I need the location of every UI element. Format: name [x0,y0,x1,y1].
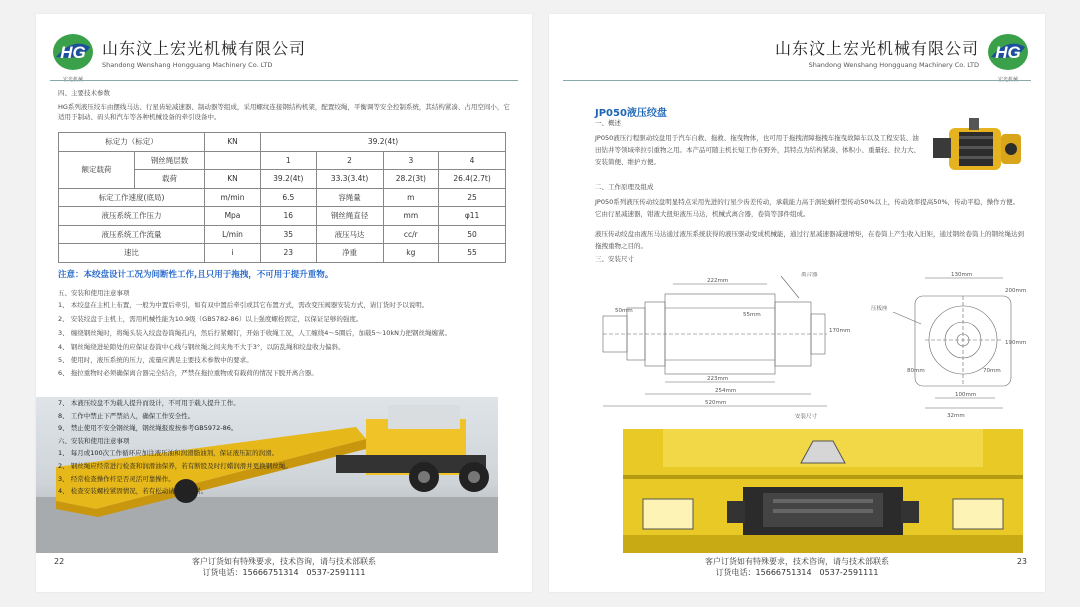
table-cell: L/min [205,225,261,244]
company-name-cn: 山东汶上宏光机械有限公司 [102,38,307,58]
list-item: 1、 每月或100次工作循环应加注液压油和润滑脂油剂，保证液压缸的润滑。 [58,449,279,458]
dim-label: 100mm [955,392,977,398]
table-cell: i [205,244,261,263]
company-name-en: Shandong Wenshang Hongguang Machinery Co. LTD [808,60,979,69]
header-divider [50,80,518,81]
table-cell: 4 [439,151,506,170]
footer-phone: 订货电话：15666751314 0537-2591111 [715,568,879,577]
callout-label: 安装尺寸 [795,414,818,420]
list-item: 2、 钢丝绳应经常进行检查和润滑油保养，若有断股及时打蜡润滑并更换钢丝绳。 [58,461,292,470]
footer-phone: 订货电话：15666751314 0537-2591111 [202,568,366,577]
footer-contact-note: 客户订货如有特殊要求，技术咨询，请与技术部联系 [192,557,376,566]
dim-label: 32mm [947,413,965,419]
table-row [59,133,506,152]
callout-label: 离合器 [801,272,818,278]
table-row [59,207,506,226]
table-cell: 6.5 [261,188,317,207]
table-cell: 3 [383,151,439,170]
callout-label: 压板座 [871,306,888,312]
table-cell: 28.2(3t) [383,170,439,189]
footer-contact-note: 客户订货如有特殊要求，技术咨询，请与技术部联系 [705,557,889,566]
table-row [59,151,506,170]
company-name [102,36,306,69]
right-page [549,14,1045,592]
company-logo [52,31,94,73]
table-cell [205,151,261,170]
list-item: 4、 检查安装螺栓紧固情况，若有松动请及时拧紧。 [58,487,208,496]
table-cell: 容绳量 [316,188,383,207]
company-name-cn: 山东汶上宏光机械有限公司 [774,38,979,58]
table-cell: 33.3(3.4t) [316,170,383,189]
dimension-drawing [595,272,1029,424]
page-number: 23 [1016,557,1027,566]
table-cell: 液压系统工作流量 [59,225,205,244]
list-item: 2、 安装绞盘于主机上，需用机械性能为10.9级（GB5782-86）以上强度螺栓固定，以保证足够的强度。 [58,315,363,323]
table-cell: 50 [439,225,506,244]
dim-label: 80mm [907,368,925,374]
table-cell: mm [383,207,439,226]
table-row [59,244,506,263]
table-cell: Mpa [205,207,261,226]
intro-paragraph: HG系列液压绞车由摆线马达、行星齿轮减速器、制动器等组成，采用螺纹连接钢结构机架，配置绞绳，平衡调等安全控制系统，其结构紧凑、占用空间小，它适用于制动、码头和汽车等各种机械设备的牵引设备中。 [58,103,510,121]
drive-paragraph: 液压传动绞盘由液压马达通过液压系统获得的液压驱动变成机械能，通过行星减速器减速增矩，在卷筒上产生收入旧矩，通过钢丝卷筒上的钢丝绳达到拖拽重物之目的。 [595,230,1024,250]
section-title: 四、主要技术参数 [58,89,110,97]
table-cell: 2 [316,151,383,170]
header-divider [563,80,1031,81]
company-name-en: Shandong Wenshang Hongguang Machinery Co. LTD [102,60,273,69]
table-cell: cc/r [383,225,439,244]
section-principle: 二、工作原理及组成 [595,183,654,191]
table-cell: 39.2(4t) [261,170,317,189]
dim-label: 70mm [983,368,1001,374]
overview-paragraph: JP050液压行程驱动绞盘用于汽车自救、拖救、拖曳物体，也可用于拖拽清障拖拽车拖曳故障车以及工程安装、油田钻井等领域牵拉引重物之用。本产品可随主机长短工作在野外，其特点为结构紧凑、体积小、重量轻、拉力大、安装简便、维护方便。 [595,134,920,166]
dim-label: 55mm [743,312,761,318]
section-dimensions: 三、安装尺寸 [595,255,634,263]
page-header [775,28,1029,76]
table-cell: 26.4(2.7t) [439,170,506,189]
table-cell: 16 [261,207,317,226]
maintenance-list [58,397,498,498]
table-cell: 25 [439,188,506,207]
table-cell: kg [383,244,439,263]
table-cell: m/min [205,188,261,207]
page-header [52,28,306,76]
product-title: JP050液压绞盘 [595,108,667,119]
list-item: 3、 经常检查操作杆是否灵活可靠操作。 [58,474,175,483]
dim-label: 130mm [951,272,973,278]
table-cell: 1 [261,151,317,170]
principle-paragraph: JP050系列液压传动绞盘明显特点采用先进的行星少齿差传动，承载能力高于涡轮蜗杆型传动50%以上，传动效率提高50%，传动平稳，操作方便。它由行星减速器，钳液大扭矩液压马达，机械式离合器，卷筒等部件组成。 [595,198,1020,218]
table-cell: m [383,188,439,207]
table-cell: 标定工作速度(底局) [59,188,205,207]
table-cell: 钢丝绳直径 [316,207,383,226]
dim-label: 223mm [707,376,729,382]
table-cell: 55 [439,244,506,263]
list-item: 8、 工作中禁止下严禁站人，确保工作安全性。 [58,411,195,420]
company-name [775,36,979,69]
table-cell: 钢丝绳层数 [135,151,205,170]
dim-label: 50mm [615,308,633,314]
table-cell: KN [205,133,261,152]
table-cell: 额定载荷 [59,151,135,188]
table-cell: 载荷 [135,170,205,189]
logo-mark: HG [995,43,1021,62]
table-cell: 标定力（标定） [59,133,205,152]
page-footer [36,556,532,578]
dim-label: 170mm [829,328,851,334]
warning-note: 注意：本绞盘设计工况为间断性工作,且只用于拖拽，不可用于提升重物。 [58,270,334,280]
dim-label: 190mm [1005,340,1027,346]
section-overview: 一、概述 [595,119,621,127]
table-cell: 速比 [59,244,205,263]
company-logo [987,31,1029,73]
dim-label: 200mm [1005,288,1027,294]
winch-photo [929,110,1029,182]
install-list [58,300,510,381]
list-item: 6、 拖拉重物时必须确保离合器完全结合，严禁在拖拉重物或有载荷的情况下脱开离合器。 [58,369,318,377]
table-row [59,225,506,244]
list-item: 7、 本液压绞盘不为载人提升而设计，不可用于载人提升工作。 [58,399,240,407]
dim-label: 222mm [707,278,729,284]
table-cell: 液压系统工作压力 [59,207,205,226]
table-cell: 液压马达 [316,225,383,244]
table-cell: 23 [261,244,317,263]
spec-table [58,132,506,263]
table-cell: φ11 [439,207,506,226]
page-number: 22 [54,557,65,566]
install-title: 五、安装和使用注意事项 [58,289,130,297]
dim-label: 520mm [705,400,727,406]
table-cell: KN [205,170,261,189]
table-cell: 35 [261,225,317,244]
list-item: 1、 本绞盘在主机上布置，一般为中置后牵引，如有双中置后牵引或其它布置方式，需改变压阀器安装方式，请订货时予以说明。 [58,301,429,309]
list-item: 六、安装和使用注意事项 [58,436,130,445]
list-item: 3、 缠绕钢丝绳时，将绳头装入绞盘卷筒绳孔内，然后拧紧螺钉，开始于收绳工况，人工缠绕4～5圈后，加载5～10kN力把钢丝绳缠紧。 [58,329,452,337]
logo-mark: HG [60,43,86,62]
table-cell: 39.2(4t) [261,133,506,152]
left-page [36,14,532,592]
table-cell: 净重 [316,244,383,263]
list-item: 9、 禁止使用不安全钢丝绳，钢丝绳报废按参考GB5972-86。 [58,424,238,433]
list-item: 5、 使用时，液压系统的压力，流量应满足主要技术参数中的要求。 [58,356,253,364]
truck-mounted-winch-photo [623,429,1023,553]
table-row [59,188,506,207]
dim-label: 254mm [715,388,737,394]
page-footer [549,556,1045,578]
list-item: 4、 钢丝绳绕进轮隙处的应保证卷筒中心线与钢丝绳之间夹角不大于3°，以防乱绳和绞盘收力偏斜。 [58,343,345,351]
